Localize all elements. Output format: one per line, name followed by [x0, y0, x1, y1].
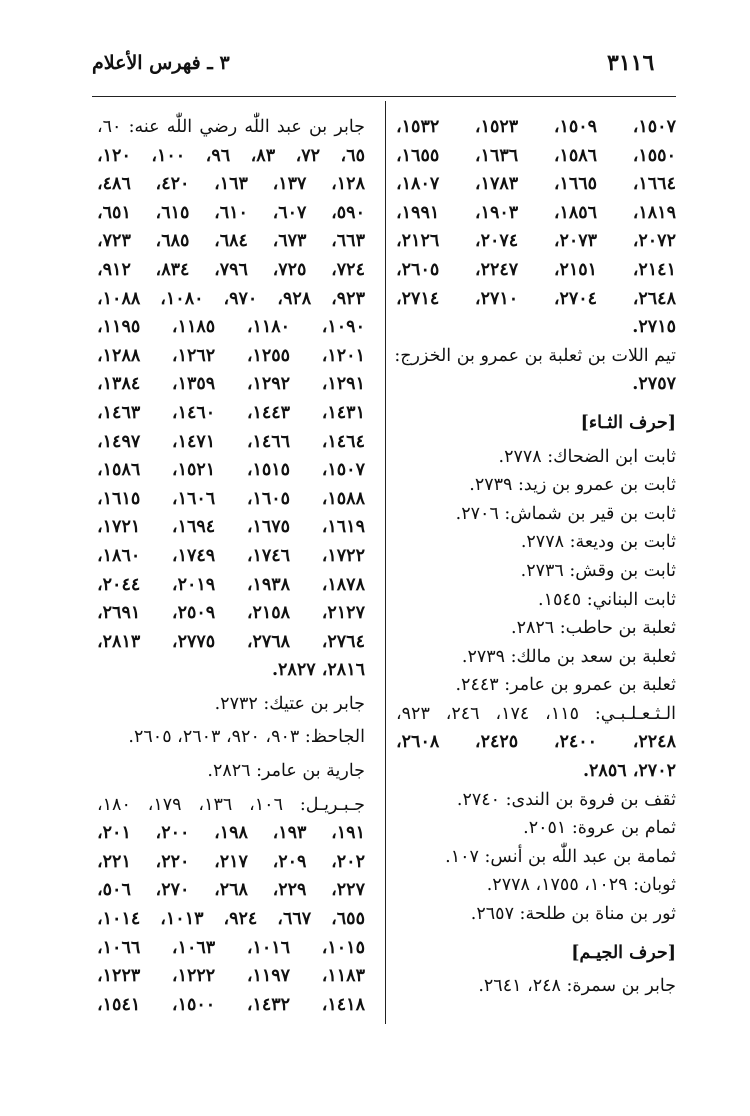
index-entry: جابر بن سمرة: ٢٤٨، ٢٦٤١.	[478, 976, 676, 997]
page-number: ٣١١٦	[607, 50, 655, 76]
index-line: ١٦١٩، ١٦٧٥، ١٦٩٤، ١٧٢١،	[97, 517, 365, 538]
index-line: ١١٨٣، ١١٩٧، ١٢٢٢، ١٢٢٣،	[97, 966, 365, 987]
index-line: ١٢٠١، ١٢٥٥، ١٢٦٢، ١٢٨٨،	[97, 345, 365, 366]
index-line: ١٥٥٠، ١٥٨٦، ١٦٣٦، ١٦٥٥،	[396, 145, 676, 166]
index-entry: ثقف بن فروة بن الندى: ٢٧٤٠.	[456, 789, 676, 810]
header-rule	[92, 96, 676, 97]
index-line: ٢٠٢، ٢٠٩، ٢١٧، ٢٢٠، ٢٢١،	[97, 851, 365, 872]
index-line: ٢٧٥٧.	[632, 374, 676, 395]
index-line: ١٢٩١، ١٢٩٢، ١٣٥٩، ١٣٨٤،	[97, 374, 365, 395]
index-line: ١٤٦٤، ١٤٦٦، ١٤٧١، ١٤٩٧،	[97, 431, 365, 452]
index-line: ١٨٧٨، ١٩٣٨، ٢٠١٩، ٢٠٤٤،	[97, 574, 365, 595]
section-heading-tha: [حرف الثـاء]	[580, 412, 676, 433]
index-entry: ثور بن مناة بن طلحة: ٢٦٥٧.	[470, 904, 676, 925]
index-line: ٦٥، ٧٢، ٨٣، ٩٦، ١٠٠، ١٢٠،	[97, 145, 366, 166]
index-entry: ثعلبة بن سعد بن مالك: ٢٧٣٩.	[461, 646, 676, 667]
index-line: ١٦٦٤، ١٦٦٥، ١٧٨٣، ١٨٠٧،	[396, 174, 676, 195]
index-entry: ثابت بن عمرو بن زيد: ٢٧٣٩.	[469, 475, 676, 496]
index-line: ٢٧٠٢، ٢٨٥٦.	[582, 761, 676, 782]
index-line: ٢٦٤٨، ٢٧٠٤، ٢٧١٠، ٢٧١٤،	[396, 288, 676, 309]
index-entry: ثابت بن وقش: ٢٧٣٦.	[520, 560, 676, 581]
index-line: ١٩١، ١٩٣، ١٩٨، ٢٠٠، ٢٠١،	[97, 823, 365, 844]
index-entry-taym: تيم اللات بن ثعلبة بن عمرو بن الخزرج:	[394, 345, 676, 366]
index-entry: جارية بن عامر: ٢٨٢٦.	[207, 761, 365, 782]
index-entry-jibril: جـبـريـل: ١٠٦، ١٣٦، ١٧٩، ١٨٠،	[97, 794, 365, 815]
index-line: ٩٢٣، ٩٢٨، ٩٧٠، ١٠٨٠، ١٠٨٨،	[97, 288, 365, 309]
index-line: ١٠١٥، ١٠١٦، ١٠٦٣، ١٠٦٦،	[97, 937, 365, 958]
right-column	[396, 113, 676, 1001]
index-line: ٢٢٧، ٢٢٩، ٢٦٨، ٢٧٠، ٥٠٦،	[97, 880, 365, 901]
index-line: ٢٧١٥.	[632, 317, 676, 338]
index-line: ٢١٤١، ٢١٥١، ٢٢٤٧، ٢٦٠٥،	[396, 259, 676, 280]
index-entry: ثابت بن قير بن شماش: ٢٧٠٦.	[455, 503, 676, 524]
index-line: ٢٧٦٤، ٢٧٦٨، ٢٧٧٥، ٢٨١٣،	[97, 631, 365, 652]
index-line: ١٤٣١، ١٤٤٣، ١٤٦٠، ١٤٦٣،	[97, 402, 365, 423]
index-line: ٢١٢٧، ٢١٥٨، ٢٥٠٩، ٢٦٩١،	[97, 603, 365, 624]
running-title: ٣ ـ فهرس الأعلام	[92, 52, 230, 74]
index-entry: ثعلبة بن حاطب: ٢٨٢٦.	[511, 618, 676, 639]
index-line: ٦٥٥، ٦٦٧، ٩٢٤، ١٠١٣، ١٠١٤،	[97, 909, 365, 930]
index-entry: ثابت بن وديعة: ٢٧٧٨.	[520, 532, 676, 553]
section-heading-jim: [حرف الجيـم]	[571, 942, 676, 963]
index-entry: ثابت ابن الضحاك: ٢٧٧٨.	[498, 446, 676, 467]
index-entry: ثمامة بن عبد اللّٰه بن أنس: ١٠٧.	[445, 846, 676, 867]
column-divider	[385, 101, 386, 1024]
index-entry-thalabi: الـثـعـلـبـي: ١١٥، ١٧٤، ٢٤٦، ٩٢٣،	[396, 703, 676, 724]
index-line: ٢٨١٦، ٢٨٢٧.	[271, 660, 365, 681]
index-entry: ثوبان: ١٠٢٩، ١٧٥٥، ٢٧٧٨.	[486, 875, 676, 896]
index-entry: ثعلبة بن عمرو بن عامر: ٢٤٤٣.	[455, 675, 676, 696]
index-entry: الجاحظ: ٩٠٣، ٩٢٠، ٢٦٠٣، ٢٦٠٥.	[128, 727, 365, 748]
index-line: ١٥٨٨، ١٦٠٥، ١٦٠٦، ١٦١٥،	[97, 488, 365, 509]
left-column	[97, 113, 365, 1019]
index-line: ١٢٨، ١٣٧، ١٦٣، ٤٢٠، ٤٨٦،	[97, 174, 365, 195]
index-line: ١٥٠٧، ١٥١٥، ١٥٢١، ١٥٨٦،	[97, 460, 365, 481]
index-line: ١٧٢٢، ١٧٤٦، ١٧٤٩، ١٨٦٠،	[97, 545, 365, 566]
index-line: ٢٠٧٢، ٢٠٧٣، ٢٠٧٤، ٢١٢٦،	[396, 231, 676, 252]
index-line: ٢٢٤٨، ٢٤٠٠، ٢٤٢٥، ٢٦٠٨،	[396, 732, 676, 753]
index-entry: ثمام بن عروة: ٢٠٥١.	[523, 818, 676, 839]
index-line: ٧٢٤، ٧٢٥، ٧٩٦، ٨٣٤، ٩١٢،	[97, 259, 365, 280]
index-line: ٥٩٠، ٦٠٧، ٦١٠، ٦١٥، ٦٥١،	[97, 202, 365, 223]
index-line: ١٥٠٧، ١٥٠٩، ١٥٢٣، ١٥٣٢،	[396, 117, 676, 137]
index-line: ١٤١٨، ١٤٣٢، ١٥٠٠، ١٥٤١،	[97, 994, 365, 1015]
index-line: ١٠٩٠، ١١٨٠، ١١٨٥، ١١٩٥،	[97, 317, 365, 338]
index-entry: ثابت البناني: ١٥٤٥.	[537, 589, 676, 610]
index-entry: جابر بن عتيك: ٢٧٣٢.	[214, 693, 365, 714]
index-entry-jabir: جابر بن عبد اللّٰه رضي اللّٰه عنه: ٦٠،	[97, 117, 365, 137]
index-line: ٦٦٣، ٦٧٣، ٦٨٤، ٦٨٥، ٧٢٣،	[97, 231, 365, 252]
index-line: ١٨١٩، ١٨٥٦، ١٩٠٣، ١٩٩١،	[396, 202, 676, 223]
